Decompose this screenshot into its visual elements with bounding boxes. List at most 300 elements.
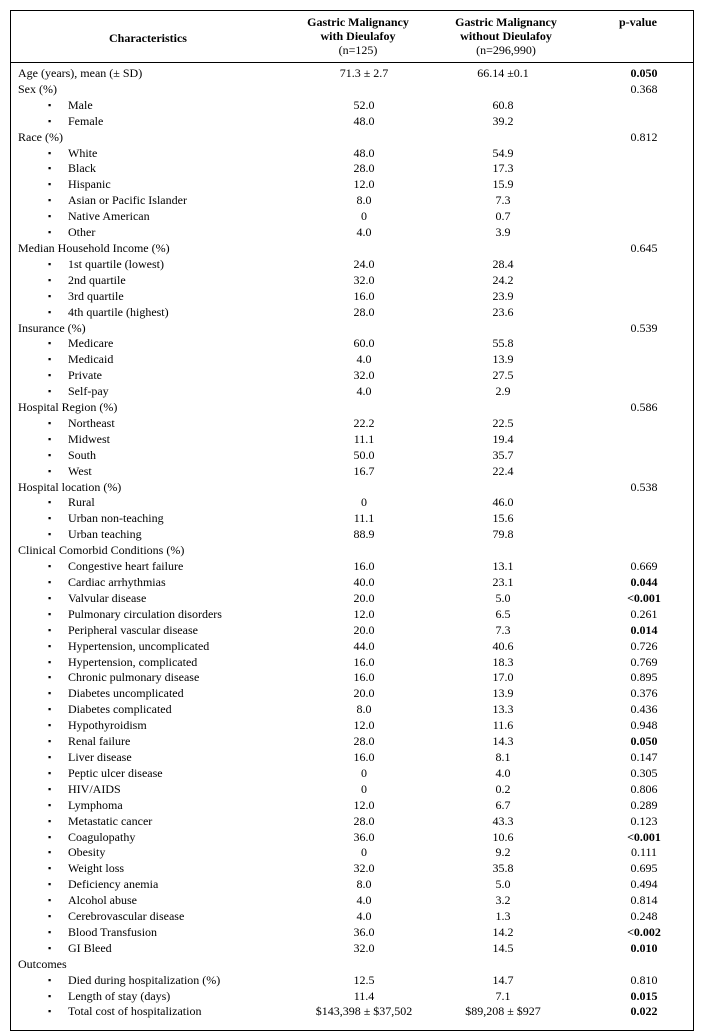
bullet-icon: ▪ — [48, 640, 52, 651]
row-sublabel — [10, 830, 286, 846]
row-label-text: Medicare — [68, 336, 114, 351]
value-with-dieulafoy: 32.0 — [353, 940, 375, 955]
row-sublabel — [10, 941, 286, 957]
value-with-dieulafoy — [286, 82, 430, 98]
bullet-icon: ▪ — [48, 736, 52, 747]
table-row — [10, 177, 694, 193]
bullet-icon: ▪ — [48, 926, 52, 937]
bullet-icon: ▪ — [48, 783, 52, 794]
bullet-icon: ▪ — [48, 386, 52, 397]
row-label-text: South — [68, 447, 97, 462]
row-label-text: Obesity — [68, 845, 106, 860]
header-without-dieulafoy-line1: Gastric Malignancy — [455, 15, 557, 29]
row-sublabel — [10, 193, 286, 209]
p-value — [582, 543, 694, 559]
table-row — [10, 400, 694, 416]
table-row — [10, 973, 694, 989]
value-without-dieulafoy: 7.3 — [495, 622, 511, 637]
value-without-dieulafoy: 14.3 — [492, 734, 514, 749]
bullet-icon: ▪ — [48, 688, 52, 699]
p-value — [582, 957, 694, 973]
p-value: 0.539 — [630, 320, 658, 335]
table-row — [10, 893, 694, 909]
header-p-value: p-value — [618, 15, 657, 29]
p-value — [582, 527, 694, 543]
p-value: 0.111 — [630, 845, 658, 860]
table-row — [10, 527, 694, 543]
row-sublabel — [10, 114, 286, 130]
p-value: 0.261 — [630, 606, 658, 621]
row-label-text: Native American — [68, 209, 150, 224]
header-with-dieulafoy-n: (n=125) — [338, 43, 378, 57]
value-with-dieulafoy — [286, 400, 430, 416]
value-without-dieulafoy — [430, 82, 582, 98]
table-row — [10, 495, 694, 511]
p-value: 0.010 — [630, 940, 658, 955]
bullet-icon: ▪ — [48, 290, 52, 301]
row-sublabel — [10, 384, 286, 400]
row-sublabel — [10, 686, 286, 702]
table-row — [10, 766, 694, 782]
bullet-icon: ▪ — [48, 561, 52, 572]
row-sublabel — [10, 877, 286, 893]
row-label-text: Hospital Region (%) — [18, 400, 118, 415]
p-value — [582, 511, 694, 527]
table-row — [10, 909, 694, 925]
value-with-dieulafoy: 20.0 — [353, 686, 375, 701]
value-without-dieulafoy: 6.7 — [495, 797, 511, 812]
value-with-dieulafoy: 4.0 — [356, 893, 372, 908]
value-without-dieulafoy: 15.6 — [492, 511, 514, 526]
p-value: <0.001 — [627, 590, 661, 605]
value-with-dieulafoy: 0 — [361, 845, 367, 860]
row-label-text: Insurance (%) — [18, 320, 86, 335]
value-without-dieulafoy: 19.4 — [492, 431, 514, 446]
table-row — [10, 845, 694, 861]
value-with-dieulafoy: 22.2 — [353, 415, 375, 430]
row-sublabel — [10, 766, 286, 782]
p-value — [582, 209, 694, 225]
row-sublabel — [10, 225, 286, 241]
row-label — [10, 63, 286, 82]
row-sublabel — [10, 845, 286, 861]
p-value: 0.376 — [630, 686, 658, 701]
bullet-icon: ▪ — [48, 433, 52, 444]
bullet-icon: ▪ — [48, 847, 52, 858]
bullet-icon: ▪ — [48, 179, 52, 190]
value-with-dieulafoy — [286, 957, 430, 973]
value-without-dieulafoy: 35.8 — [492, 861, 514, 876]
p-value: <0.002 — [627, 924, 661, 939]
row-label — [10, 957, 286, 973]
header-with-dieulafoy — [286, 10, 430, 63]
value-with-dieulafoy: 32.0 — [353, 861, 375, 876]
row-sublabel — [10, 909, 286, 925]
value-with-dieulafoy: 0 — [361, 781, 367, 796]
row-label-text: West — [68, 463, 92, 478]
bullet-icon: ▪ — [48, 529, 52, 540]
row-label-text: Midwest — [68, 431, 110, 446]
table-row — [10, 718, 694, 734]
table-row — [10, 750, 694, 766]
row-sublabel — [10, 511, 286, 527]
row-sublabel — [10, 336, 286, 352]
table-row — [10, 209, 694, 225]
table-row — [10, 432, 694, 448]
bullet-icon: ▪ — [48, 608, 52, 619]
table-row — [10, 782, 694, 798]
table-row — [10, 257, 694, 273]
bullet-icon: ▪ — [48, 465, 52, 476]
p-value: 0.810 — [630, 972, 658, 987]
row-label-text: Hispanic — [68, 177, 111, 192]
p-value — [582, 177, 694, 193]
row-label-text: Black — [68, 161, 96, 176]
bullet-icon: ▪ — [48, 815, 52, 826]
value-without-dieulafoy: 22.5 — [492, 415, 514, 430]
row-sublabel — [10, 305, 286, 321]
table-row — [10, 925, 694, 941]
table-row — [10, 98, 694, 114]
value-with-dieulafoy: 48.0 — [353, 113, 375, 128]
table-row — [10, 559, 694, 575]
value-without-dieulafoy: 8.1 — [495, 749, 511, 764]
row-label-text: Peripheral vascular disease — [68, 622, 198, 637]
bullet-icon: ▪ — [48, 656, 52, 667]
row-label-text: 3rd quartile — [68, 288, 124, 303]
row-label-text: HIV/AIDS — [68, 781, 121, 796]
value-without-dieulafoy: 40.6 — [492, 638, 514, 653]
value-with-dieulafoy: 24.0 — [353, 256, 375, 271]
value-without-dieulafoy: 17.0 — [492, 670, 514, 685]
bullet-icon: ▪ — [48, 592, 52, 603]
value-without-dieulafoy: 60.8 — [492, 97, 514, 112]
p-value — [582, 416, 694, 432]
value-without-dieulafoy — [430, 543, 582, 559]
value-without-dieulafoy: 7.1 — [495, 988, 511, 1003]
row-sublabel — [10, 623, 286, 639]
value-without-dieulafoy: 22.4 — [492, 463, 514, 478]
value-with-dieulafoy: 28.0 — [353, 304, 375, 319]
row-sublabel — [10, 527, 286, 543]
p-value — [582, 257, 694, 273]
bullet-icon: ▪ — [48, 624, 52, 635]
row-sublabel — [10, 798, 286, 814]
table-row — [10, 734, 694, 750]
table-header-row — [10, 10, 694, 63]
value-with-dieulafoy: 52.0 — [353, 97, 375, 112]
table-row — [10, 193, 694, 209]
p-value: 0.147 — [630, 749, 658, 764]
table-row — [10, 464, 694, 480]
value-with-dieulafoy: 60.0 — [353, 336, 375, 351]
table-row — [10, 623, 694, 639]
p-value: 0.806 — [630, 781, 658, 796]
row-label-text: Asian or Pacific Islander — [68, 193, 187, 208]
value-without-dieulafoy — [430, 321, 582, 337]
row-sublabel — [10, 925, 286, 941]
row-sublabel — [10, 591, 286, 607]
p-value — [582, 432, 694, 448]
p-value — [582, 273, 694, 289]
value-with-dieulafoy: 28.0 — [353, 161, 375, 176]
value-with-dieulafoy: 28.0 — [353, 734, 375, 749]
row-label-text: Cerebrovascular disease — [68, 909, 185, 924]
value-with-dieulafoy: 12.0 — [353, 177, 375, 192]
value-without-dieulafoy: 66.14 ±0.1 — [477, 66, 529, 80]
value-without-dieulafoy: 14.2 — [492, 924, 514, 939]
p-value: 0.014 — [630, 622, 658, 637]
table-row — [10, 830, 694, 846]
bullet-icon: ▪ — [48, 99, 52, 110]
row-label-text: Chronic pulmonary disease — [68, 670, 200, 685]
table-row — [10, 321, 694, 337]
bullet-icon: ▪ — [48, 1006, 52, 1017]
value-without-dieulafoy: 1.3 — [495, 909, 511, 924]
row-label-text: Medicaid — [68, 352, 114, 367]
value-without-dieulafoy: 24.2 — [492, 272, 514, 287]
row-sublabel — [10, 734, 286, 750]
row-label-text: Male — [68, 97, 93, 112]
row-sublabel — [10, 209, 286, 225]
bullet-icon: ▪ — [48, 513, 52, 524]
table-row — [10, 352, 694, 368]
value-with-dieulafoy: 4.0 — [356, 352, 372, 367]
row-label — [10, 82, 286, 98]
bullet-icon: ▪ — [48, 911, 52, 922]
bullet-icon: ▪ — [48, 863, 52, 874]
row-label-text: Urban teaching — [68, 527, 142, 542]
value-with-dieulafoy: 16.7 — [353, 463, 375, 478]
row-sublabel — [10, 639, 286, 655]
p-value: 0.695 — [630, 861, 658, 876]
value-with-dieulafoy: 11.4 — [353, 988, 375, 1003]
value-without-dieulafoy: 13.1 — [492, 559, 514, 574]
table-row — [10, 957, 694, 973]
bullet-icon: ▪ — [48, 704, 52, 715]
row-sublabel — [10, 495, 286, 511]
table-row — [10, 130, 694, 146]
value-with-dieulafoy: 50.0 — [353, 447, 375, 462]
header-without-dieulafoy-line2: without Dieulafoy — [460, 29, 552, 43]
row-label-text: Female — [68, 113, 104, 128]
value-without-dieulafoy: 0.2 — [495, 781, 511, 796]
p-value — [582, 368, 694, 384]
bullet-icon: ▪ — [48, 974, 52, 985]
table-row — [10, 814, 694, 830]
p-value — [582, 448, 694, 464]
value-with-dieulafoy: 0 — [361, 765, 367, 780]
value-with-dieulafoy: 32.0 — [353, 272, 375, 287]
table-row — [10, 82, 694, 98]
value-with-dieulafoy — [286, 241, 430, 257]
row-sublabel — [10, 575, 286, 591]
row-sublabel — [10, 814, 286, 830]
value-without-dieulafoy: 13.9 — [492, 352, 514, 367]
bullet-icon: ▪ — [48, 672, 52, 683]
row-sublabel — [10, 782, 286, 798]
header-with-dieulafoy-line2: with Dieulafoy — [320, 29, 396, 43]
bullet-icon: ▪ — [48, 751, 52, 762]
bullet-icon: ▪ — [48, 195, 52, 206]
value-without-dieulafoy: 9.2 — [495, 845, 511, 860]
row-label-text: Private — [68, 368, 102, 383]
value-with-dieulafoy: 12.0 — [353, 606, 375, 621]
header-characteristics: Characteristics — [109, 30, 187, 45]
table-row — [10, 305, 694, 321]
value-with-dieulafoy: 28.0 — [353, 813, 375, 828]
row-sublabel — [10, 161, 286, 177]
value-with-dieulafoy: 16.0 — [353, 749, 375, 764]
value-without-dieulafoy: 27.5 — [492, 368, 514, 383]
value-with-dieulafoy: 4.0 — [356, 909, 372, 924]
value-with-dieulafoy: 11.1 — [353, 511, 375, 526]
row-sublabel — [10, 177, 286, 193]
header-with-dieulafoy-line1: Gastric Malignancy — [307, 15, 409, 29]
value-with-dieulafoy: 8.0 — [356, 877, 372, 892]
value-with-dieulafoy: 36.0 — [353, 829, 375, 844]
table-row — [10, 686, 694, 702]
value-without-dieulafoy: 5.0 — [495, 590, 511, 605]
p-value: 0.645 — [630, 240, 658, 255]
row-label-text: 1st quartile (lowest) — [68, 256, 164, 271]
value-without-dieulafoy: 18.3 — [492, 654, 514, 669]
row-label-text: Length of stay (days) — [68, 988, 171, 1003]
value-with-dieulafoy: 20.0 — [353, 590, 375, 605]
table-row — [10, 289, 694, 305]
row-label-text: Clinical Comorbid Conditions (%) — [18, 543, 185, 558]
bullet-icon: ▪ — [48, 338, 52, 349]
value-with-dieulafoy — [286, 130, 430, 146]
p-value: <0.001 — [627, 829, 661, 844]
value-without-dieulafoy: 14.7 — [492, 972, 514, 987]
bullet-icon: ▪ — [48, 831, 52, 842]
row-sublabel — [10, 702, 286, 718]
table-row — [10, 63, 694, 82]
p-value: 0.015 — [630, 988, 658, 1003]
p-value: 0.305 — [630, 765, 658, 780]
row-label-text: Median Household Income (%) — [18, 240, 170, 255]
value-without-dieulafoy: 4.0 — [495, 765, 511, 780]
bullet-icon: ▪ — [48, 306, 52, 317]
bullet-icon: ▪ — [48, 147, 52, 158]
p-value: 0.289 — [630, 797, 658, 812]
value-with-dieulafoy: 4.0 — [356, 225, 372, 240]
table-row — [10, 575, 694, 591]
row-sublabel — [10, 670, 286, 686]
p-value: 0.538 — [630, 479, 658, 494]
row-label-text: Valvular disease — [68, 590, 147, 605]
row-label-text: Hypothyroidism — [68, 718, 147, 733]
value-with-dieulafoy: 12.0 — [353, 797, 375, 812]
value-with-dieulafoy: 4.0 — [356, 384, 372, 399]
table-row — [10, 480, 694, 496]
p-value: 0.895 — [630, 670, 658, 685]
p-value: 0.494 — [630, 877, 658, 892]
value-without-dieulafoy: $89,208 ± $927 — [465, 1004, 541, 1019]
bullet-icon: ▪ — [48, 942, 52, 953]
p-value: 0.050 — [630, 734, 658, 749]
value-with-dieulafoy: 36.0 — [353, 924, 375, 939]
bullet-icon: ▪ — [48, 227, 52, 238]
p-value: 0.050 — [630, 66, 658, 80]
row-label-text: Total cost of hospitalization — [68, 1004, 202, 1019]
row-sublabel — [10, 352, 286, 368]
row-sublabel — [10, 893, 286, 909]
row-sublabel — [10, 1004, 286, 1020]
row-label — [10, 543, 286, 559]
table-row — [10, 607, 694, 623]
value-without-dieulafoy: 43.3 — [492, 813, 514, 828]
row-sublabel — [10, 416, 286, 432]
bullet-icon: ▪ — [48, 258, 52, 269]
value-with-dieulafoy: 16.0 — [353, 654, 375, 669]
bullet-icon: ▪ — [48, 990, 52, 1001]
value-with-dieulafoy: 48.0 — [353, 145, 375, 160]
p-value — [582, 495, 694, 511]
value-with-dieulafoy — [286, 480, 430, 496]
value-with-dieulafoy: 12.5 — [353, 972, 375, 987]
p-value — [582, 352, 694, 368]
row-label-text: Diabetes complicated — [68, 702, 172, 717]
table-row — [10, 655, 694, 671]
value-without-dieulafoy — [430, 130, 582, 146]
p-value: 0.669 — [630, 559, 658, 574]
value-without-dieulafoy: 3.9 — [495, 225, 511, 240]
value-without-dieulafoy: 11.6 — [492, 718, 514, 733]
p-value — [582, 161, 694, 177]
p-value: 0.814 — [630, 893, 658, 908]
value-without-dieulafoy: 2.9 — [495, 384, 511, 399]
value-with-dieulafoy: 71.3 ± 2.7 — [339, 66, 389, 80]
value-without-dieulafoy: 46.0 — [492, 495, 514, 510]
row-sublabel — [10, 989, 286, 1005]
row-sublabel — [10, 289, 286, 305]
bullet-icon: ▪ — [48, 799, 52, 810]
row-label-text: Renal failure — [68, 734, 131, 749]
row-sublabel — [10, 718, 286, 734]
table-row — [10, 161, 694, 177]
row-label-text: Rural — [68, 495, 95, 510]
value-without-dieulafoy: 14.5 — [492, 940, 514, 955]
row-sublabel — [10, 432, 286, 448]
value-without-dieulafoy: 28.4 — [492, 256, 514, 271]
p-value: 0.248 — [630, 909, 658, 924]
p-value: 0.368 — [630, 81, 658, 96]
row-label — [10, 321, 286, 337]
row-label-text: 4th quartile (highest) — [68, 304, 169, 319]
row-label-text: Deficiency anemia — [68, 877, 159, 892]
table-row — [10, 416, 694, 432]
row-label-text: Diabetes uncomplicated — [68, 686, 184, 701]
value-with-dieulafoy: 20.0 — [353, 622, 375, 637]
value-without-dieulafoy — [430, 957, 582, 973]
p-value: 0.123 — [630, 813, 658, 828]
table-row — [10, 241, 694, 257]
bullet-icon: ▪ — [48, 449, 52, 460]
bullet-icon: ▪ — [48, 274, 52, 285]
table-row — [10, 591, 694, 607]
row-label-text: Peptic ulcer disease — [68, 765, 163, 780]
table-row — [10, 368, 694, 384]
bullet-icon: ▪ — [48, 354, 52, 365]
table-row — [10, 114, 694, 130]
row-sublabel — [10, 464, 286, 480]
p-value — [582, 305, 694, 321]
table-row — [10, 798, 694, 814]
value-with-dieulafoy: 12.0 — [353, 718, 375, 733]
value-with-dieulafoy: 40.0 — [353, 575, 375, 589]
